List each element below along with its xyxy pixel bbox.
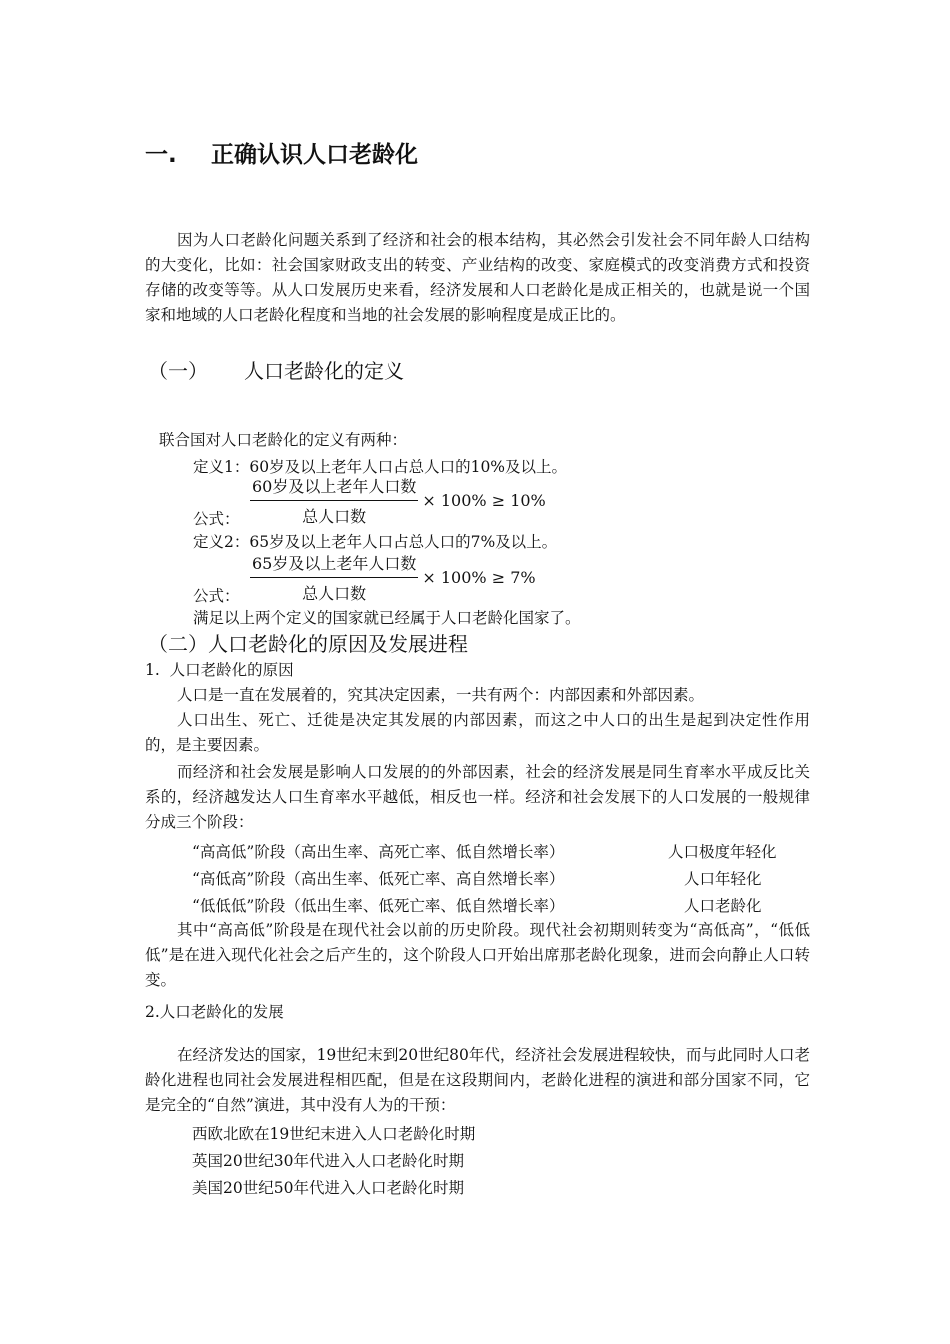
formula-1 [250,474,546,527]
heading-text: 正确认识人口老龄化 [211,142,418,168]
country-item-1: 西欧北欧在19世纪末进入人口老龄化时期 [192,1125,476,1143]
paragraph-3: 而经济和社会发展是影响人口发展的的外部因素，社会的经济发展是同生育率水平成反比关系的，经济越发达人口生育率水平越低，相反也一样。经济和社会发展下的人口发展的一般规律分成三个阶段： [145,763,810,831]
formula-2-numerator: 65岁及以上老年人口数 [250,551,418,578]
section2-heading: （二）人口老龄化的原因及发展进程 [148,632,468,656]
section1-heading-text: 人口老龄化的定义 [244,359,404,383]
formula-2-expression: × 100% ≥ 7% [422,568,536,587]
formula-2-label: 公式： [193,587,240,605]
section1-heading-number: （一） [148,359,208,383]
formula-1-expression: × 100% ≥ 10% [422,491,546,510]
heading-number: 一. [145,142,177,168]
definition-lead: 联合国对人口老龄化的定义有两种： [159,431,408,449]
definition-1: 定义1：60岁及以上老年人口占总人口的10%及以上。 [193,458,568,476]
stage-2-description: “高低高”阶段（高出生率、低死亡率、高自然增长率） [192,870,565,888]
section1-heading [148,355,404,384]
subsection-1-heading: 1. 人口老龄化的原因 [145,661,294,679]
country-item-2: 英国20世纪30年代进入人口老龄化时期 [192,1152,464,1170]
stage-3-result: 人口老龄化 [684,897,762,915]
stage-3-description: “低低低”阶段（低出生率、低死亡率、低自然增长率） [192,897,565,915]
formula-2 [250,551,536,604]
country-item-3: 美国20世纪50年代进入人口老龄化时期 [192,1179,464,1197]
stage-1-description: “高高低”阶段（高出生率、高死亡率、低自然增长率） [192,843,565,861]
intro-paragraph: 因为人口老龄化问题关系到了经济和社会的根本结构，其必然会引发社会不同年龄人口结构的大变化，比如：社会国家财政支出的转变、产业结构的改变、家庭模式的改变消费方式和投资存储的改变等等。从人口发展历史来看，经济发展和人口老龄化是成正相关的，也就是说一个国家和地域的人口老龄化程度和当地的社会发展的影响程度是成正比的。 [145,231,810,324]
paragraph-2: 人口出生、死亡、迁徙是决定其发展的内部因素，而这之中人口的出生是起到决定性作用的，是主要因素。 [145,711,810,754]
definition-conclusion: 满足以上两个定义的国家就已经属于人口老龄化国家了。 [193,609,581,627]
subsection-2-heading: 2.人口老龄化的发展 [145,1003,284,1021]
formula-2-denominator: 总人口数 [302,584,367,603]
formula-1-numerator: 60岁及以上老年人口数 [250,474,418,501]
paragraph-1: 人口是一直在发展着的，究其决定因素，一共有两个：内部因素和外部因素。 [177,686,705,704]
formula-1-label: 公式： [193,510,240,528]
paragraph-5: 在经济发达的国家，19世纪末到20世纪80年代，经济社会发展进程较快，而与此同时人口老龄化进程也同社会发展进程相匹配，但是在这段期间内，老龄化进程的演进和部分国家不同，它是完全的“自然”演进，其中没有人为的干预： [145,1046,810,1114]
definition-2: 定义2：65岁及以上老年人口占总人口的7%及以上。 [193,533,558,551]
paragraph-4: 其中“高高低”阶段是在现代社会以前的历史阶段。现代社会初期则转变为“高低高”，“低低低”是在进入现代化社会之后产生的，这个阶段人口开始出席那老龄化现象，进而会向静止人口转变。 [145,921,810,989]
stage-1-result: 人口极度年轻化 [668,843,777,861]
page-title [145,136,418,169]
stage-2-result: 人口年轻化 [684,870,762,888]
formula-1-denominator: 总人口数 [302,507,367,526]
